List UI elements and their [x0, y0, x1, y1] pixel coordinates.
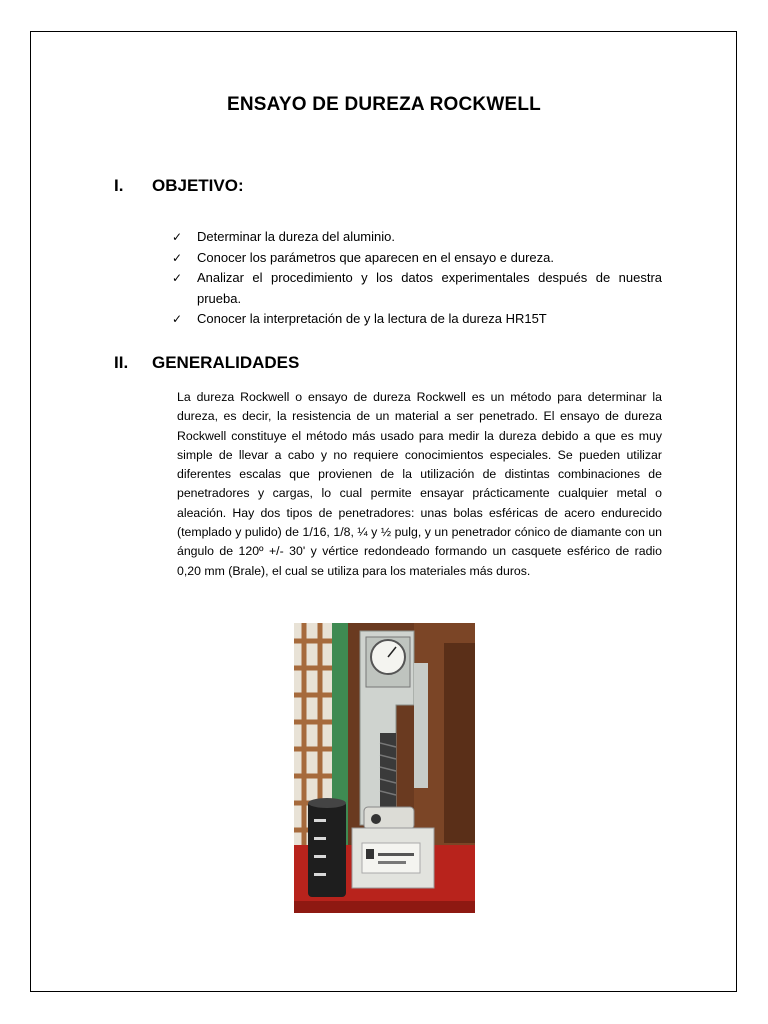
section-number: I. — [114, 176, 124, 195]
document-title: ENSAYO DE DUREZA ROCKWELL — [227, 94, 541, 115]
list-item-text: Analizar el procedimiento y los datos experimentales después de nuestra prueba. — [197, 270, 662, 306]
list-item — [172, 268, 662, 309]
generalidades-paragraph: La dureza Rockwell o ensayo de dureza Rockwell es un método para determinar la dureza, es decir, la resistencia de un material a ser penetrado. El ensayo de dureza Rockwell constituye el método más usado para medir la dureza debido a que es muy simple de llevar a cabo y no requiere conocimientos especiales. Se pueden utilizar diferentes escalas que provienen de la utilización de distintas combinaciones de penetradores y cargas, lo cual permite ensayar prácticamente cualquier metal o aleación. Hay dos tipos de penetradores: unas bolas esféricas de acero endurecido (templado y pulido) de 1/16, 1/8, ¼ y ½ pulg, y un penetrador cónico de diamante con un ángulo de 120º +/- 30' y vértice redondeado formando un casquete esférico de radio 0,20 mm (Brale), el cual se utiliza para los materiales más duros. — [177, 390, 662, 578]
list-item-text: Determinar la dureza del aluminio. — [197, 229, 395, 244]
section-title: OBJETIVO: — [152, 176, 244, 195]
section-number: II. — [114, 353, 129, 372]
list-item-text: Conocer la interpretación de y la lectura de la dureza HR15T — [197, 311, 547, 326]
section-heading-objetivo — [114, 176, 244, 196]
list-item — [172, 227, 662, 248]
check-icon: ✓ — [172, 271, 183, 285]
rockwell-tester-illustration — [294, 623, 475, 913]
list-item — [172, 309, 662, 330]
check-icon: ✓ — [172, 230, 183, 244]
check-icon: ✓ — [172, 312, 183, 326]
objective-list — [172, 227, 662, 330]
section-title: GENERALIDADES — [152, 353, 300, 372]
section-heading-generalidades — [114, 353, 299, 373]
check-icon: ✓ — [172, 250, 183, 265]
rockwell-tester-photo — [294, 623, 475, 913]
list-item — [172, 248, 662, 269]
list-item-text: Conocer los parámetros que aparecen en el ensayo e dureza. — [197, 249, 554, 265]
